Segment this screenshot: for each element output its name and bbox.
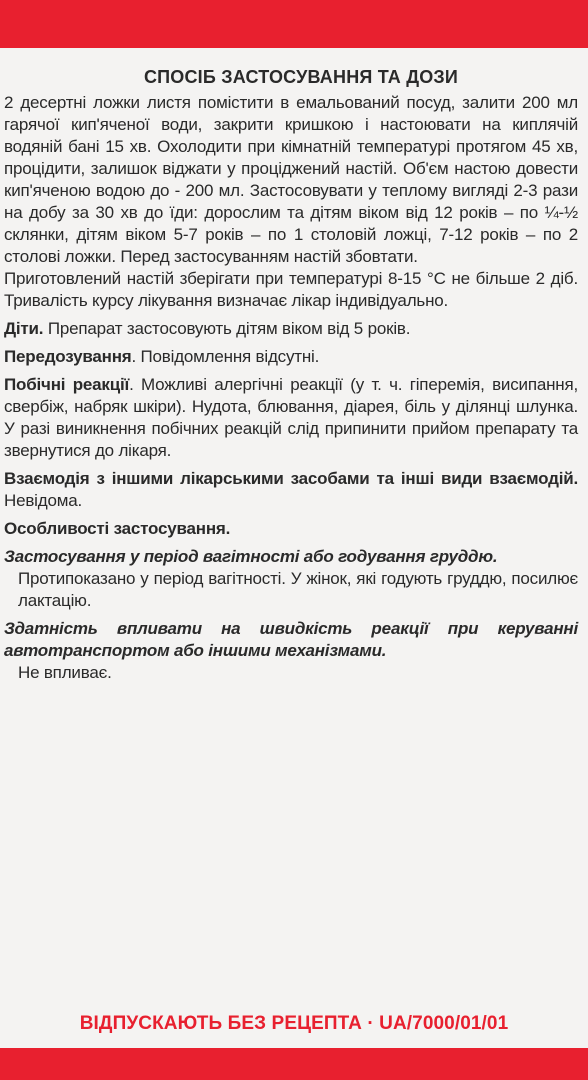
section-title: СПОСІБ ЗАСТОСУВАННЯ ТА ДОЗИ bbox=[143, 67, 459, 87]
side-effects-label: Побічні реакції bbox=[4, 375, 130, 394]
pregnancy-text: Протипоказано у період вагітності. У жінок, які годують груддю, посилює лактацію. bbox=[18, 569, 578, 610]
leaflet-content bbox=[4, 66, 578, 684]
top-red-band bbox=[0, 0, 588, 48]
bottom-red-band bbox=[0, 1048, 588, 1080]
features-label: Особливості застосування. bbox=[4, 519, 231, 538]
children-section bbox=[4, 318, 578, 340]
children-text: Препарат застосовують дітям віком від 5 років. bbox=[43, 319, 411, 338]
driving-text: Не впливає. bbox=[18, 663, 112, 682]
dosage-paragraph: 2 десертні ложки листя помістити в емальований посуд, залити 200 мл гарячої кип'яченої води, закрити кришкою і настоювати на киплячій водяній бані 15 хв. Охолодити при кімнатній температурі протягом 45 хв, процідити, залишок віджати у проціджений настій. Об'єм настою довести кип'яченою водою до - 200 мл. Застосовувати у теплому вигляді 2-3 рази на добу за 30 хв до їди: дорослим та дітям віком від 12 років – по ¼-½ склянки, дітям віком 5-7 років – по 1 столовій ложці, 7-12 років – по 2 столові ложки. Перед застосуванням настій збовтати. bbox=[4, 93, 578, 266]
leaflet-panel bbox=[0, 48, 588, 1048]
features-section bbox=[4, 518, 578, 540]
interactions-text: Невідома. bbox=[4, 491, 82, 510]
children-label: Діти. bbox=[4, 319, 44, 338]
side-effects-text: . Можливі алергічні реакції (у т. ч. гіперемія, висипання, свербіж, набряк шкіри). Нудота, блювання, діарея, біль у ділянці шлунка. У разі виникнення побічних реакцій слід припинити прийом препарату та звернутися до лікаря. bbox=[4, 375, 578, 460]
pregnancy-label: Застосування у період вагітності або годування груддю. bbox=[4, 547, 498, 566]
driving-label: Здатність впливати на швидкість реакції при керуванні автотранспортом або іншими механізмами. bbox=[4, 619, 578, 660]
interactions-label: Взаємодія з іншими лікарськими засобами та інші види взаємодій. bbox=[4, 469, 578, 488]
overdose-text: . Повідомлення відсутні. bbox=[131, 347, 320, 366]
prescription-footer: ВІДПУСКАЮТЬ БЕЗ РЕЦЕПТА · UA/7000/01/01 bbox=[79, 1013, 509, 1034]
overdose-section bbox=[4, 346, 578, 368]
interactions-section bbox=[4, 468, 578, 512]
side-effects-section bbox=[4, 374, 578, 462]
storage-paragraph: Приготовлений настій зберігати при температурі 8-15 °С не більше 2 діб. Тривалість курсу лікування визначає лікар індивідуально. bbox=[4, 269, 578, 310]
overdose-label: Передозування bbox=[4, 347, 132, 366]
